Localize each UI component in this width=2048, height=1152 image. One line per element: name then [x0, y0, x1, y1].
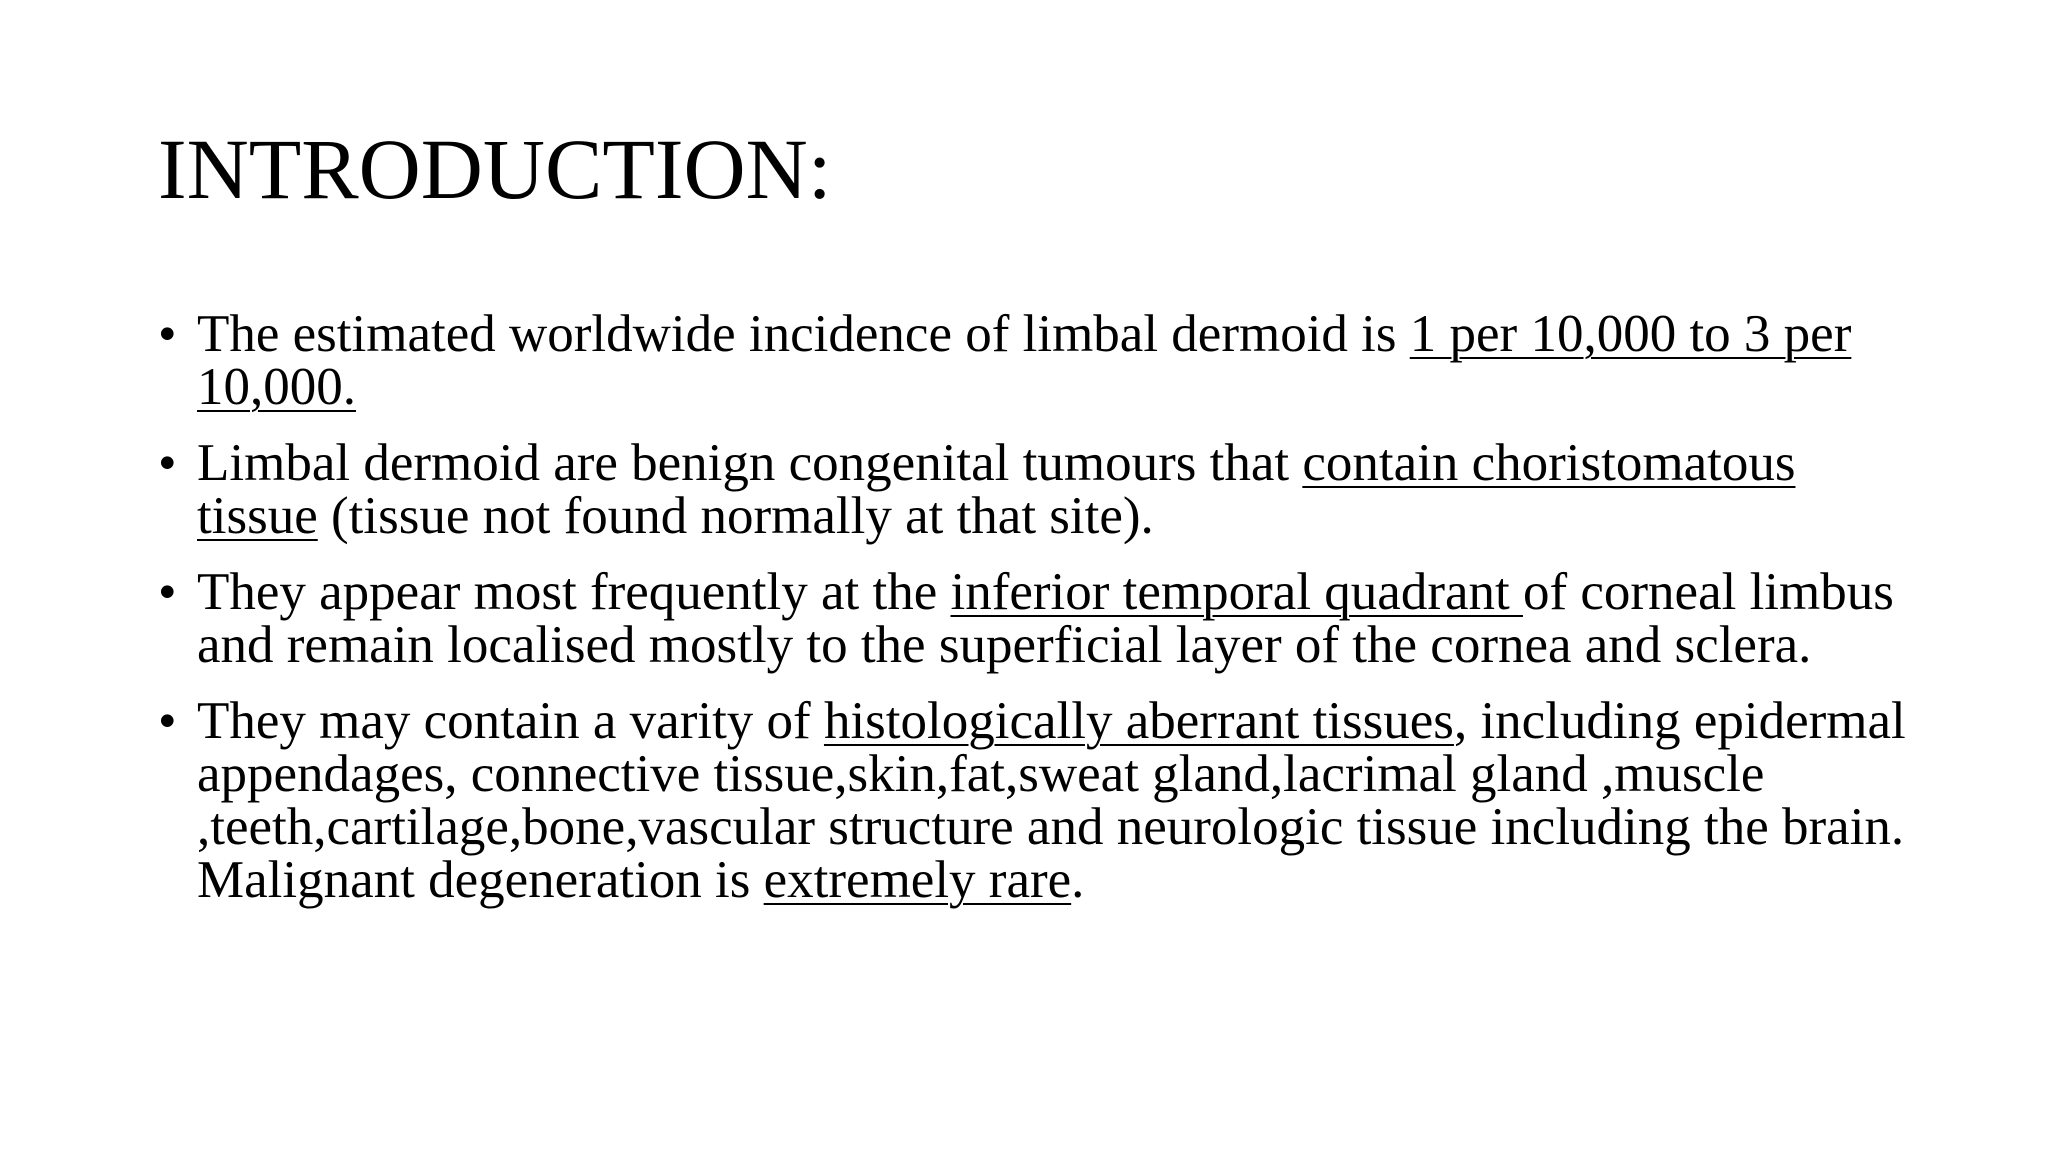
bullet-marker: •	[158, 692, 177, 750]
bullet-item	[158, 305, 1918, 416]
bullet-marker: •	[158, 434, 177, 492]
bullet-text: (tissue not found normally at that site).	[317, 487, 1154, 545]
bullet-text: of corneal limbus and remain localised mostly to the superficial layer of the cornea and sclera.	[197, 563, 1894, 674]
bullet-item	[158, 692, 1918, 909]
bullet-marker: •	[158, 563, 177, 621]
bullet-text: They appear most frequently at the	[197, 563, 951, 621]
underlined-text: histologically aberrant tissues	[823, 692, 1454, 750]
underlined-text: inferior temporal quadrant	[950, 563, 1523, 621]
bullet-text: , including epidermal appendages, connective tissue,skin,fat,sweat gland,lacrimal gland ,muscle ,teeth,cartilage,bone,vascular structure and neurologic tissue including the brain. Malignant degeneration is	[197, 692, 1906, 909]
bullet-text: They may contain a varity of	[197, 692, 824, 750]
bullet-text: The estimated worldwide incidence of limbal dermoid is	[197, 305, 1410, 363]
bullet-text: .	[1071, 851, 1085, 909]
bullet-item	[158, 563, 1918, 674]
bullet-list	[158, 305, 1918, 930]
underlined-text: 1 per 10,000 to 3 per 10,000.	[197, 305, 1852, 416]
slide-title: INTRODUCTION:	[158, 121, 832, 217]
underlined-text: contain choristomatous tissue	[197, 434, 1796, 545]
bullet-marker: •	[158, 305, 177, 363]
underlined-text: extremely rare	[763, 851, 1072, 909]
bullet-item	[158, 434, 1918, 545]
bullet-text: Limbal dermoid are benign congenital tumours that	[197, 434, 1303, 492]
